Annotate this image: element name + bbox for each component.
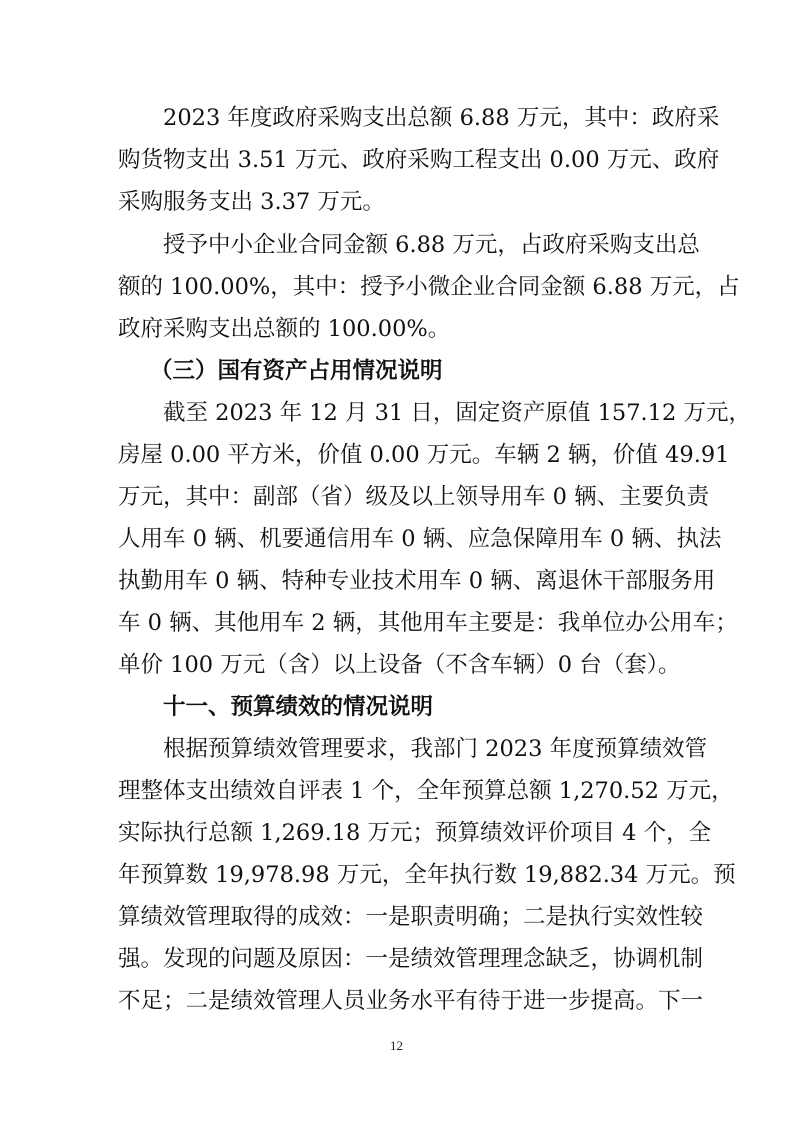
paragraph-performance-line: 强。发现的问题及原因：一是绩效管理理念缺乏，协调机制	[118, 946, 704, 972]
paragraph-performance-line: 实际执行总额 1,269.18 万元；预算绩效评价项目 4 个，全	[118, 820, 712, 846]
paragraph-sme-line: 政府采购支出总额的 100.00%。	[118, 316, 451, 342]
paragraph-procurement-line: 采购服务支出 3.37 万元。	[118, 189, 385, 215]
paragraph-assets-line: 截至 2023 年 12 月 31 日，固定资产原值 157.12 万元，	[163, 400, 751, 426]
paragraph-assets-line: 单价 100 万元（含）以上设备（不含车辆）0 台（套）。	[118, 652, 681, 678]
paragraph-performance-line: 理整体支出绩效自评表 1 个，全年预算总额 1,270.52 万元，	[118, 778, 734, 804]
section-heading-performance: 十一、预算绩效的情况说明	[163, 694, 434, 720]
paragraph-performance-line: 年预算数 19,978.98 万元，全年执行数 19,882.34 万元。预	[118, 862, 736, 888]
paragraph-performance-line: 不足；二是绩效管理人员业务水平有待于进一步提高。下一	[118, 988, 704, 1014]
paragraph-sme-line: 授予中小企业合同金额 6.88 万元，占政府采购支出总	[163, 232, 700, 258]
paragraph-assets-line: 执勤用车 0 辆、特种专业技术用车 0 辆、离退休干部服务用	[118, 568, 716, 594]
paragraph-assets-line: 万元，其中：副部（省）级及以上领导用车 0 辆、主要负责	[118, 484, 710, 510]
paragraph-performance-line: 根据预算绩效管理要求，我部门 2023 年度预算绩效管	[163, 736, 708, 762]
section-heading-assets: （三）国有资产占用情况说明	[150, 358, 443, 384]
page-number: 12	[390, 1038, 403, 1053]
paragraph-assets-line: 房屋 0.00 平方米，价值 0.00 万元。车辆 2 辆，价值 49.91	[118, 442, 730, 468]
paragraph-assets-line: 人用车 0 辆、机要通信用车 0 辆、应急保障用车 0 辆、执法	[118, 526, 722, 552]
paragraph-procurement-line: 2023 年度政府采购支出总额 6.88 万元，其中：政府采	[163, 105, 720, 131]
paragraph-procurement-line: 购货物支出 3.51 万元、政府采购工程支出 0.00 万元、政府	[118, 147, 720, 173]
paragraph-sme-line: 额的 100.00%，其中：授予小微企业合同金额 6.88 万元，占	[118, 274, 740, 300]
paragraph-assets-line: 车 0 辆、其他用车 2 辆，其他用车主要是：我单位办公用车；	[118, 610, 738, 636]
paragraph-performance-line: 算绩效管理取得的成效：一是职责明确；二是执行实效性较	[118, 904, 704, 930]
